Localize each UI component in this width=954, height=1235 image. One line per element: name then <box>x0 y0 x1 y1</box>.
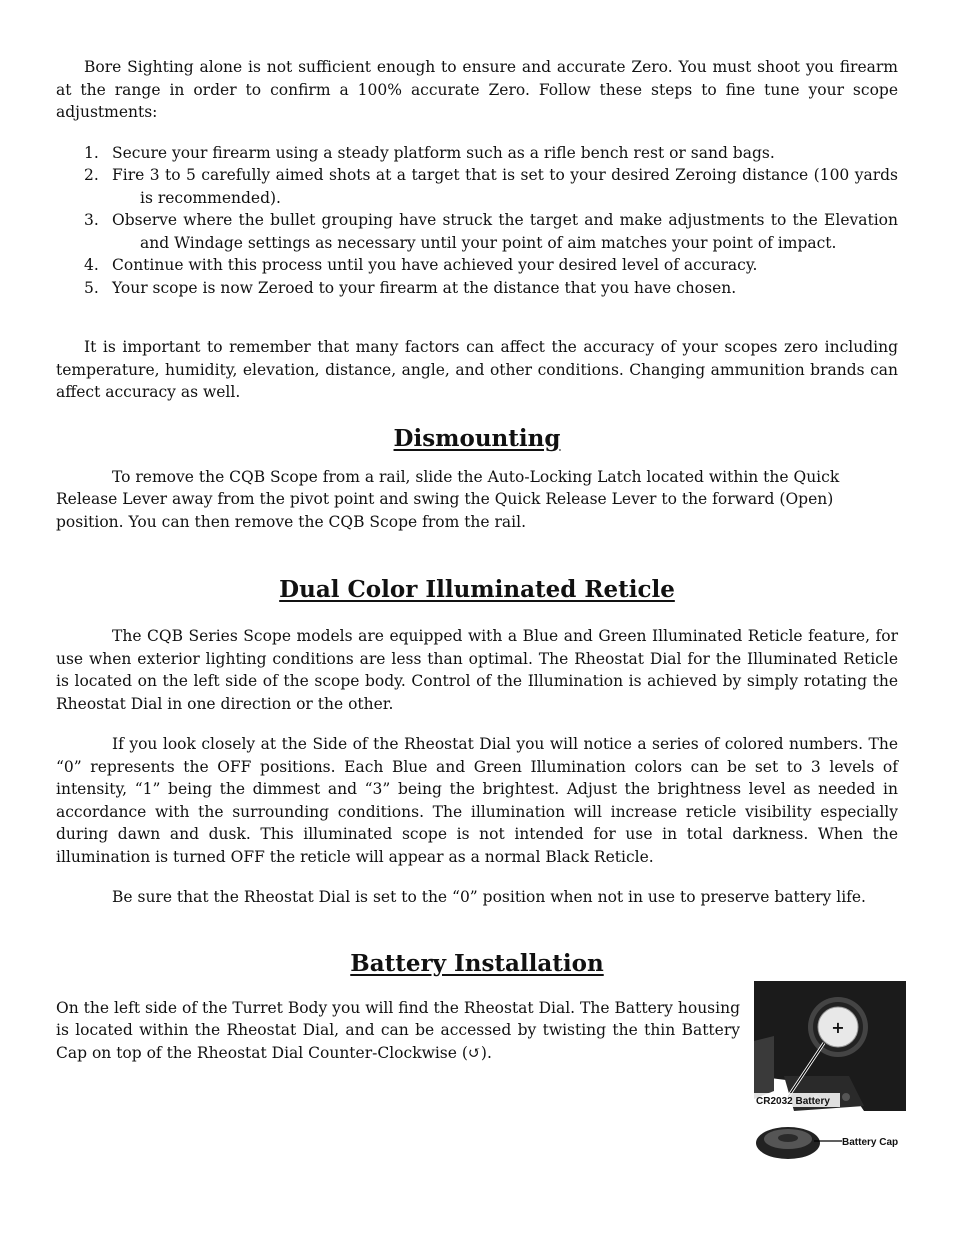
list-item <box>56 142 898 165</box>
list-item <box>56 209 898 254</box>
intro-paragraph: Bore Sighting alone is not sufficient enough to ensure and accurate Zero. You must shoot you firearm at the range in order to confirm a 100% accurate Zero. Follow these steps to fine tune your scope adjustments: <box>56 58 898 121</box>
cap-label: Battery Cap <box>842 1136 899 1148</box>
step-number: 3. <box>84 211 99 229</box>
reticle-paragraph-1: The CQB Series Scope models are equipped with a Blue and Green Illuminated Reticle feature, for use when exterior lighting conditions are less than optimal. The Rheostat Dial for the Illuminated Reticle is located on the left side of the scope body. Control of the Illumination is achieved by simply rotating the Rheostat Dial in one direction or the other. <box>56 627 898 713</box>
step-text: Secure your firearm using a steady platform such as a rifle bench rest or sand bags. <box>112 143 775 162</box>
battery-cap-slot <box>778 1134 798 1142</box>
battery-heading: Battery Installation <box>350 949 604 977</box>
step-number: 4. <box>84 256 99 274</box>
battery-plus-icon: + <box>831 1017 845 1037</box>
battery-paragraph: On the left side of the Turret Body you will find the Rheostat Dial. The Battery housing is located within the Rheostat Dial, and can be accessed by twisting the thin Battery Cap on top of the Rheostat Dial Counter-Clockwise (↺). <box>56 998 740 1062</box>
mount-screw <box>842 1093 850 1101</box>
step-number: 5. <box>84 278 99 297</box>
step-number: 1. <box>84 143 99 162</box>
steps-list <box>56 142 898 300</box>
list-item <box>56 164 898 209</box>
reticle-heading: Dual Color Illuminated Reticle <box>279 576 675 603</box>
step-number: 2. <box>84 166 99 184</box>
list-item <box>56 277 898 300</box>
dismounting-heading: Dismounting <box>393 424 561 452</box>
dismounting-paragraph: To remove the CQB Scope from a rail, slide the Auto-Locking Latch located within the Quick Release Lever away from the pivot point and swing the Quick Release Lever to the forward (Open) position. You can then remove the CQB Scope from the rail. <box>56 467 840 531</box>
page <box>56 56 899 1148</box>
reticle-paragraph-2: If you look closely at the Side of the Rheostat Dial you will notice a series of colored numbers. The “0” represents the OFF positions. Each Blue and Green Illumination colors can be set to 3 levels of intensity, “1” being the dimmest and “3” being the brightest. Adjust the brightness level as needed in accordance with the surrounding conditions. The illumination will increase reticle visibility especially during dawn and dusk. This illuminated scope is not intended for use in total darkness. When the illumination is turned OFF the reticle will appear as a normal Black Reticle. <box>56 735 898 866</box>
step-text: Observe where the bullet grouping have struck the target and make adjustments to the Elevation and Windage settings as necessary until your point of aim matches your point of impact. <box>112 211 898 252</box>
step-text: Continue with this process until you have achieved your desired level of accuracy. <box>112 256 758 274</box>
step-text: Your scope is now Zeroed to your firearm at the distance that you have chosen. <box>112 278 737 297</box>
reticle-paragraph-3: Be sure that the Rheostat Dial is set to the “0” position when not in use to preserve battery life. <box>112 888 866 906</box>
battery-label: CR2032 Battery <box>756 1095 830 1107</box>
scope-tube <box>754 1036 774 1099</box>
battery-diagram <box>754 981 906 1161</box>
step-text: Fire 3 to 5 carefully aimed shots at a target that is set to your desired Zeroing distance (100 yards is recommended). <box>112 166 898 207</box>
battery-section <box>56 997 899 1148</box>
list-item <box>56 254 898 277</box>
factors-paragraph: It is important to remember that many factors can affect the accuracy of your scopes zero including temperature, humidity, elevation, distance, angle, and other conditions. Changing ammunition brands can affect accuracy as well. <box>56 338 898 401</box>
